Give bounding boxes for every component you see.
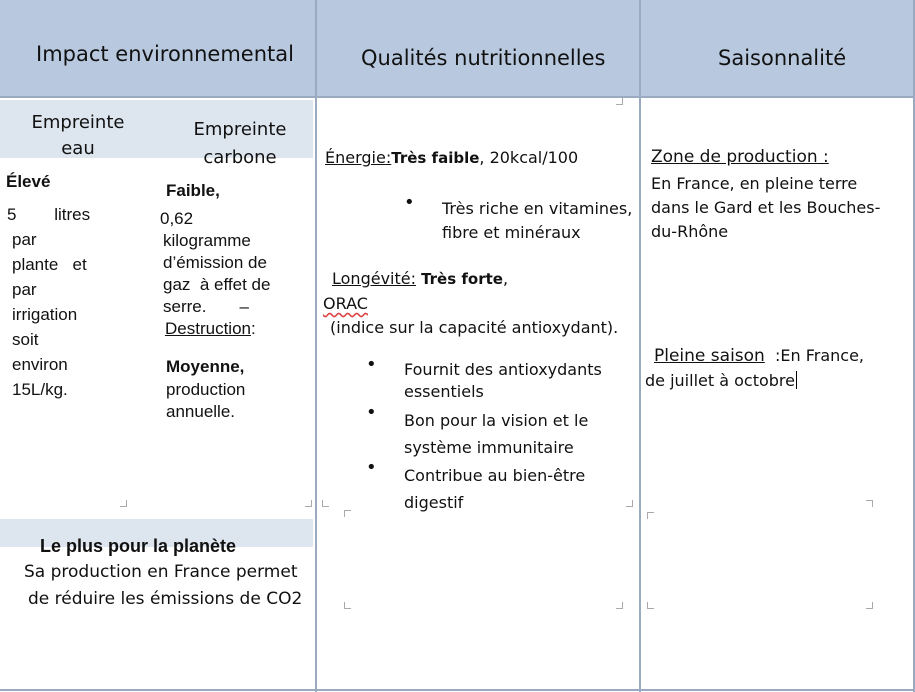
zone-line: du-Rhône bbox=[651, 222, 729, 241]
plus-title: Le plus pour la planète bbox=[40, 536, 237, 556]
bullet-dot: • bbox=[366, 457, 377, 478]
water-line: irrigation bbox=[12, 305, 78, 324]
carbon-line: gaz à effet de bbox=[163, 275, 271, 294]
destruction-line-text: production bbox=[166, 380, 246, 399]
table-bottom-line bbox=[0, 689, 915, 691]
bullet-dot: • bbox=[366, 354, 377, 375]
water-level: Élevé bbox=[6, 172, 51, 191]
carbon-line: kilogramme bbox=[163, 231, 251, 250]
corner-mark bbox=[322, 500, 329, 507]
longevity-line bbox=[332, 269, 508, 288]
header-saisonnalite: Saisonnalité bbox=[718, 46, 847, 70]
bullet-digestion bbox=[404, 462, 585, 516]
destruction-level: Moyenne, bbox=[166, 357, 245, 376]
water-details bbox=[7, 202, 90, 402]
header-bottom-line bbox=[0, 96, 915, 98]
destruction-line bbox=[160, 318, 270, 340]
corner-mark bbox=[344, 510, 351, 517]
column-divider-2 bbox=[639, 0, 641, 692]
carbon-line: d’émission de bbox=[163, 253, 267, 272]
destruction-details bbox=[166, 379, 245, 423]
corner-mark bbox=[866, 602, 873, 609]
bullet-antioxidants bbox=[404, 359, 602, 403]
corner-mark bbox=[626, 500, 633, 507]
water-line: environ bbox=[12, 355, 68, 374]
season-rest: :En France, bbox=[764, 346, 865, 365]
bullet-digestion-line2: digestif bbox=[404, 493, 464, 512]
bullet-vision-line1: Bon pour la vision et le bbox=[404, 411, 589, 430]
plus-line2: de réduire les émissions de CO2 bbox=[28, 589, 303, 609]
energy-value: Très faible bbox=[391, 149, 480, 167]
bullet-vision-line2: système immunitaire bbox=[404, 438, 574, 457]
orac-label: ORAC bbox=[323, 294, 368, 313]
bullet-dot: • bbox=[404, 192, 415, 213]
carbon-title-line1: Empreinte bbox=[193, 119, 287, 140]
water-footprint-title bbox=[28, 110, 128, 162]
zone-line: En France, en pleine terre bbox=[651, 174, 858, 193]
longevity-value: Très forte bbox=[421, 270, 503, 288]
plus-line1: Sa production en France permet bbox=[24, 562, 298, 582]
season-months-line bbox=[645, 371, 797, 390]
water-line: par bbox=[12, 280, 37, 299]
water-title-line1: Empreinte bbox=[31, 112, 125, 133]
destruction-label: Destruction bbox=[165, 319, 251, 338]
bullet-antioxidants-line2: essentiels bbox=[404, 382, 484, 401]
water-line: soit bbox=[12, 330, 39, 349]
corner-mark bbox=[647, 512, 654, 519]
water-line: plante et bbox=[12, 255, 87, 274]
bullet-digestion-line1: Contribue au bien-être bbox=[404, 466, 586, 485]
water-line: 5 litres bbox=[7, 205, 91, 224]
corner-mark bbox=[305, 500, 312, 507]
bullet-antioxidants-line1: Fournit des antioxydants bbox=[404, 360, 602, 379]
corner-mark bbox=[616, 602, 623, 609]
corner-mark bbox=[647, 602, 654, 609]
bullet-vision bbox=[404, 407, 588, 461]
bullet-vitamins bbox=[442, 197, 632, 245]
destruction-line-text: annuelle. bbox=[166, 402, 236, 421]
water-line: par bbox=[12, 230, 37, 249]
energy-colon: : bbox=[385, 148, 392, 167]
season-months: de juillet à octobre bbox=[645, 371, 795, 390]
carbon-details bbox=[160, 208, 270, 340]
carbon-line: 0,62 bbox=[160, 209, 194, 228]
header-impact-environnemental: Impact environnemental bbox=[36, 42, 294, 66]
longevity-comma: , bbox=[502, 269, 509, 288]
longevity-label: Longévité: bbox=[332, 269, 416, 288]
carbon-level: Faible, bbox=[166, 181, 220, 200]
corner-mark bbox=[120, 500, 127, 507]
text-caret bbox=[796, 371, 797, 389]
column-divider-1 bbox=[315, 0, 317, 692]
corner-mark bbox=[866, 500, 873, 507]
zone-line: dans le Gard et les Bouches- bbox=[651, 198, 881, 217]
carbon-title-line2: carbone bbox=[203, 147, 277, 168]
water-title-line2: eau bbox=[61, 138, 95, 159]
corner-mark bbox=[344, 602, 351, 609]
bullet-vitamins-line1: Très riche en vitamines, bbox=[442, 199, 633, 218]
zone-label: Zone de production : bbox=[651, 147, 829, 167]
energy-label: Énergie bbox=[325, 148, 386, 167]
energy-line bbox=[325, 148, 578, 167]
carbon-footprint-title bbox=[188, 116, 292, 172]
season-line bbox=[654, 346, 864, 366]
corner-mark bbox=[616, 98, 623, 105]
energy-rest: , 20kcal/100 bbox=[479, 148, 579, 167]
bullet-dot: • bbox=[366, 402, 377, 423]
carbon-line: serre. – bbox=[163, 297, 249, 316]
water-line: 15L/kg. bbox=[12, 380, 68, 399]
season-label: Pleine saison bbox=[654, 346, 765, 366]
destruction-colon: : bbox=[250, 319, 256, 338]
orac-description: (indice sur la capacité antioxydant). bbox=[330, 318, 619, 337]
bullet-vitamins-line2: fibre et minéraux bbox=[442, 223, 581, 242]
header-qualites-nutritionnelles: Qualités nutritionnelles bbox=[361, 46, 606, 70]
zone-details bbox=[651, 172, 880, 244]
